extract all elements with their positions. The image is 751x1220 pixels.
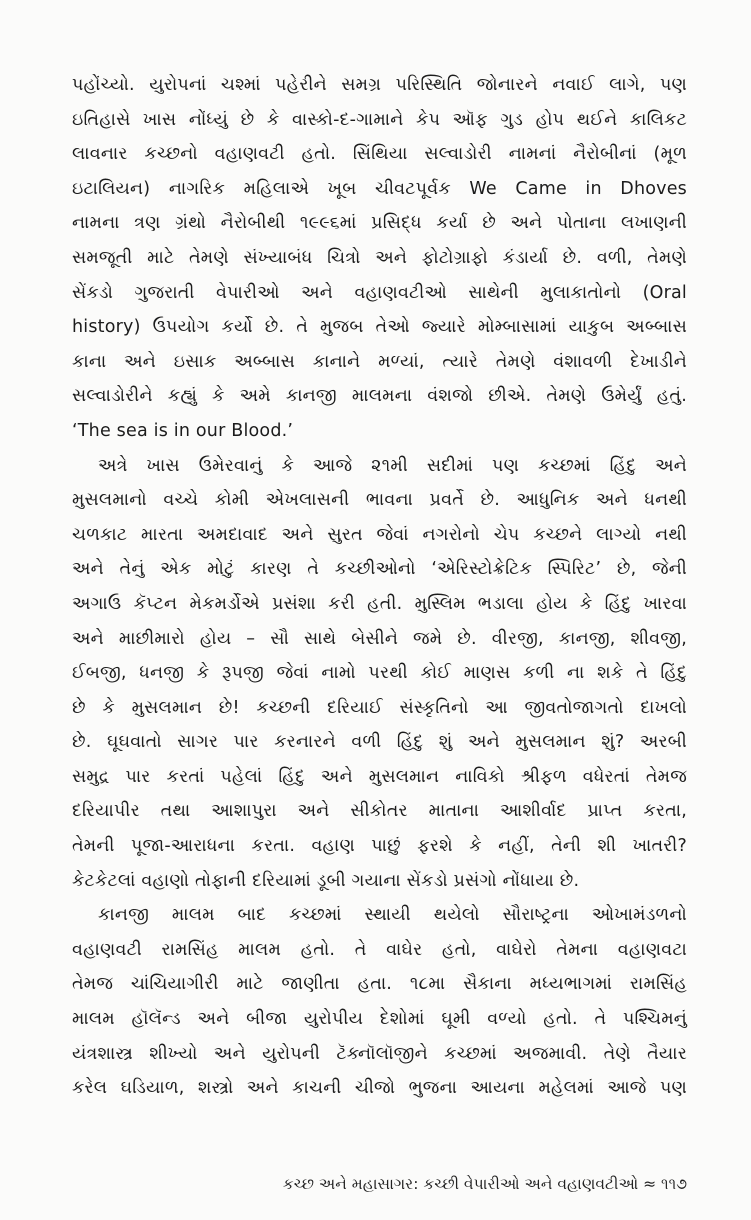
text-line: history) ઉપયોગ કર્યો છે. તે મુજબ તેઓ જ્યારે મોમ્બાસામાં યાકુબ અબ્બાસ [72, 317, 687, 338]
paragraph-3 [72, 898, 687, 1106]
text-line: સલ્વાડોરીને કહ્યું કે અમે કાનજી માલમના વંશજો છીએ. તેમણે ઉમેર્યું હતું. [72, 386, 687, 407]
text-line: માલમ હૉલૅન્ડ અને બીજા યુરોપીય દેશોમાં ઘૂમી વળ્યો હતો. તે પશ્ચિમનું [72, 1009, 687, 1030]
text-line: અગાઉ કૅપ્ટન મેકમર્ડોએ પ્રસંશા કરી હતી. મુસ્લિમ ભડાલા હોય કે હિંદુ ખારવા [72, 593, 687, 614]
text-line: યંત્રશાસ્ત્ર શીખ્યો અને યુરોપની ટૅક્નૉલૉજીને કચ્છમાં અજમાવી. તેણે તૈયાર [72, 1043, 687, 1064]
text-line: ઇતિહાસે ખાસ નોંધ્યું છે કે વાસ્કો-દ-ગામાને કેપ ઑફ ગુડ હોપ થઈને કાલિકટ [72, 109, 687, 130]
text-line: ચળકાટ મારતા અમદાવાદ અને સુરત જેવાં નગરોનો ચેપ કચ્છને લાગ્યો નથી [72, 524, 687, 545]
text-line: ઈબજી, ધનજી કે રૂપજી જેવાં નામો પરથી કોઈ માણસ કળી ના શકે તે હિંદુ [72, 663, 687, 684]
paragraph-1 [72, 68, 687, 449]
paragraph-2 [72, 449, 687, 899]
text-line: કાનજી માલમ બાદ કચ્છમાં સ્થાયી થયેલો સૌરાષ્ટ્રના ઓખામંડળનો [98, 905, 687, 926]
running-footer: કચ્છ અને મહાસાગર: કચ્છી વેપારીઓ અને વહાણવટીઓ ≈ ૧૧૭ [282, 1175, 687, 1193]
text-line: અત્રે ખાસ ઉમેરવાનું કે આજે ૨૧મી સદીમાં પણ કચ્છમાં હિંદુ અને [98, 455, 687, 476]
text-line: કરેલ ઘડિયાળ, શસ્ત્રો અને કાચની ચીજો ભુજના આયના મહેલમાં આજે પણ [72, 1078, 687, 1099]
text-line: તેમની પૂજા-આરાધના કરતા. વહાણ પાછું ફરશે કે નહીં, તેની શી ખાતરી? [72, 836, 687, 857]
text-line: સમજૂતી માટે તેમણે સંખ્યાબંધ ચિત્રો અને ફોટોગ્રાફો કંડાર્યા છે. વળી, તેમણે [72, 247, 687, 268]
text-line: કાના અને ઇસાક અબ્બાસ કાનાને મળ્યાં, ત્યારે તેમણે વંશાવળી દેખાડીને [72, 351, 687, 372]
text-line: અને તેનું એક મોટું કારણ તે કચ્છીઓનો ‘એરિસ્ટોક્રેટિક સ્પિરિટ’ છે, જેની [72, 559, 687, 580]
text-line: તેમજ ચાંચિયાગીરી માટે જાણીતા હતા. ૧૮મા સૈકાના મધ્યભાગમાં રામસિંહ [72, 974, 687, 995]
text-line: નામના ત્રણ ગ્રંથો નૈરોબીથી ૧૯૯૬માં પ્રસિદ્ધ કર્યા છે અને પોતાના લખાણની [72, 213, 687, 234]
body-text [72, 68, 687, 1106]
text-line: ઇટાલિયન) નાગરિક મહિલાએ ખૂબ ચીવટપૂર્વક We Came in Dhoves [72, 178, 687, 199]
text-line: વહાણવટી રામસિંહ માલમ હતો. તે વાઘેર હતો, વાઘેરો તેમના વહાણવટા [72, 939, 687, 960]
text-line: છે કે મુસલમાન છે! કચ્છની દરિયાઈ સંસ્કૃતિનો આ જીવતોજાગતો દાખલો [72, 697, 687, 718]
text-line: મુસલમાનો વચ્ચે કોમી એખલાસની ભાવના પ્રવર્તે છે. આધુનિક અને ધનથી [72, 490, 687, 511]
text-line: દરિયાપીર તથા આશાપુરા અને સીકોતર માતાના આશીર્વાદ પ્રાપ્ત કરતા, [72, 801, 687, 822]
text-line: લાવનાર કચ્છનો વહાણવટી હતો. સિંથિયા સલ્વાડોરી નામનાં નૈરોબીનાં (મૂળ [72, 144, 687, 165]
text-line: સમુદ્ર પાર કરતાં પહેલાં હિંદુ અને મુસલમાન નાવિકો શ્રીફળ વધેરતાં તેમજ [72, 766, 687, 787]
text-line: પહોંચ્યો. યુરોપનાં ચશ્માં પહેરીને સમગ્ર પરિસ્થિતિ જોનારને નવાઈ લાગે, પણ [72, 75, 687, 95]
text-line: છે. ઘૂઘવાતો સાગર પાર કરનારને વળી હિંદુ શું અને મુસલમાન શું? અરબી [72, 732, 687, 753]
text-line: સેંકડો ગુજરાતી વેપારીઓ અને વહાણવટીઓ સાથેની મુલાકાતોનો (Oral [72, 282, 687, 303]
text-line: ‘The sea is in our Blood.’ [72, 420, 294, 441]
text-line: અને માછીમારો હોય – સૌ સાથે બેસીને જમે છે. વીરજી, કાનજી, શીવજી, [72, 628, 687, 649]
text-line: કેટકેટલાં વહાણો તોફાની દરિયામાં ડૂબી ગયાના સેંકડો પ્રસંગો નોંધાયા છે. [72, 870, 580, 891]
